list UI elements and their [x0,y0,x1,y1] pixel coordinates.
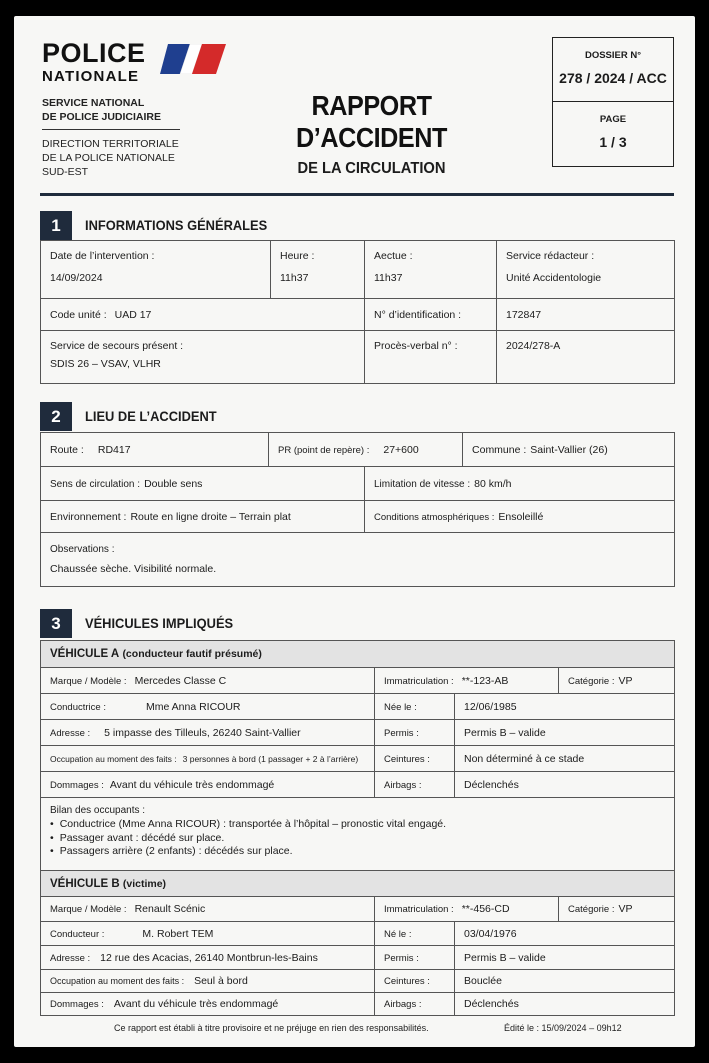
vehA-bilan-label: Bilan des occupants : [50,805,146,816]
pr-value: 27+600 [383,443,419,456]
vehA-ne-value-cell [455,694,675,720]
section3-number: 3 [40,609,72,638]
obs-label: Observations : [50,544,115,555]
vehB-dom-label: Dommages : [50,999,104,1010]
commune-cell [463,433,675,467]
vehB-airbag-label: Airbags : [384,999,422,1010]
org2-line3: SUD-EST [42,166,89,178]
vehicle-a-header [41,641,675,668]
dossier-cell [553,38,673,102]
vehA-immat-cell [375,668,559,694]
vehB-occ-label: Occupation au moment des faits : [50,976,185,986]
org1-line2: DE POLICE JUDICIAIRE [42,111,162,123]
vehA-cat-cell [559,668,675,694]
vehA-bilan-cell [41,798,675,871]
vehB-ceint-value-cell [455,970,675,993]
vitesse-value: 80 km/h [474,477,512,490]
vehB-airbag-cell [375,993,455,1016]
aectue-value: 11h37 [374,272,403,284]
vehA-permis-value-cell [455,720,675,746]
vehB-cat-value: VP [618,903,633,915]
vehB-marque-value: Renault Scénic [134,903,206,915]
observations-cell [41,533,675,587]
vehA-permis-value: Permis B – valide [464,726,546,739]
vehA-cond-label: Conductrice : [50,701,106,713]
cond-cell [365,501,675,533]
vehB-immat-label: Immatriculation : [384,904,454,915]
vehB-cond-cell [41,922,375,946]
vehB-adr-value: 12 rue des Acacias, 26140 Montbrun-les-Bains [100,951,318,964]
vehA-cond-value: Mme Anna RICOUR [145,700,241,713]
route-label: Route : [50,443,84,456]
code-value: UAD 17 [114,308,152,321]
section3-title: VÉHICULES IMPLIQUÉS [85,615,234,631]
sens-value: Double sens [144,477,203,490]
vehA-ne-value: 12/06/1985 [464,700,517,713]
vehB-cat-label: Catégorie : [568,904,615,915]
vehA-ne-label: Née le : [384,701,417,713]
vehA-dom-label: Dommages : [50,779,104,791]
dossier-box [552,37,674,167]
report-title [239,90,504,178]
vehB-ne-cell [375,922,455,946]
service-value: Unité Accidentologie [506,272,602,284]
section2-number: 2 [40,402,72,431]
vehB-adr-label: Adresse : [50,952,91,964]
vehB-dom-value: Avant du véhicule très endommagé [113,998,279,1010]
general-info-table [40,240,675,384]
vehicle-b-subtitle: (victime) [122,877,167,890]
vehA-ceint-cell [375,746,455,772]
bilan-item: • Conductrice (Mme Anna RICOUR) : transportée à l’hôpital – pronostic vital engagé. [50,818,665,832]
vehA-dom-value: Avant du véhicule très endommagé [109,778,275,791]
cond-value: Ensoleillé [498,510,544,523]
title-sub: DE LA CIRCULATION [297,160,446,177]
bilan-item: • Passager avant : décédé sur place. [50,832,665,846]
ident-value: 172847 [506,308,542,321]
vehicle-b-header [41,871,675,897]
tricolor-flag-icon [160,44,226,74]
vehA-marque-value: Mercedes Classe C [134,674,227,687]
env-cell [41,501,365,533]
date-value: 14/09/2024 [50,272,103,284]
code-label: Code unité : [50,308,107,321]
vehicle-a-subtitle: (conducteur fautif présumé) [122,648,262,660]
cond-label: Conditions atmosphériques : [374,511,495,523]
aectue-cell [365,241,497,299]
vehB-permis-cell [375,946,455,970]
vehA-occ-label: Occupation au moment des faits : [50,753,177,764]
vehA-occ-value: 3 personnes à bord (1 passager + 2 à l’arrière) [182,753,359,764]
vehA-ceint-value-cell [455,746,675,772]
vehA-permis-label: Permis : [384,727,419,739]
vitesse-cell [365,467,675,501]
service-label: Service rédacteur : [506,250,595,262]
section1-title: INFORMATIONS GÉNÉRALES [85,217,268,233]
org-direction [42,137,179,179]
vehB-occ-value: Seul à bord [194,975,248,987]
obs-value: Chaussée sèche. Visibilité normale. [50,563,217,575]
vehA-cond-cell [41,694,375,720]
vehicle-a-title: VÉHICULE A [50,648,120,660]
vehB-permis-value-cell [455,946,675,970]
pv-value: 2024/278-A [506,340,561,352]
vehB-ceint-value: Bouclée [464,975,502,987]
dossier-label: DOSSIER N° [584,50,642,61]
sens-label: Sens de circulation : [50,478,141,490]
section2-title: LIEU DE L’ACCIDENT [85,408,217,424]
pv-label-cell [365,331,497,384]
vehA-cat-value: VP [618,674,633,687]
vehA-permis-cell [375,720,455,746]
vehB-cond-label: Conducteur : [50,928,105,940]
vehA-airbag-label: Airbags : [384,779,422,791]
vehA-adr-cell [41,720,375,746]
vehA-dom-cell [41,772,375,798]
vehB-dom-cell [41,993,375,1016]
bilan-item: • Passagers arrière (2 enfants) : décédés sur place. [50,845,665,859]
vehA-cat-label: Catégorie : [568,675,615,687]
report-page [14,16,695,1047]
logo-line2: NATIONALE [42,68,140,85]
header-divider [40,193,674,196]
title-main: RAPPORT D’ACCIDENT [296,90,447,153]
vehA-ceint-label: Ceintures : [384,753,430,765]
secours-value: SDIS 26 – VSAV, VLHR [50,358,161,370]
vehA-airbag-cell [375,772,455,798]
org2-line2: DE LA POLICE NATIONALE [42,152,175,164]
secours-cell [41,331,365,384]
pv-value-cell [497,331,675,384]
vehB-permis-value: Permis B – valide [464,951,546,964]
vehB-ne-value: 03/04/1976 [464,927,517,940]
page-cell [553,102,673,166]
vehB-marque-label: Marque / Modèle : [50,904,127,915]
vehA-marque-label: Marque / Modèle : [50,675,127,687]
vehicles-table [40,640,675,1016]
logo-line1: POLICE [42,38,146,68]
vehicle-b-title: VÉHICULE B [50,877,120,890]
code-cell [41,299,365,331]
pv-label: Procès-verbal n° : [374,340,458,352]
heure-cell [271,241,365,299]
secours-label: Service de secours présent : [50,340,184,352]
heure-value: 11h37 [280,272,309,284]
vehB-ceint-cell [375,970,455,993]
vehA-airbag-value-cell [455,772,675,798]
dossier-number: 278 / 2024 / ACC [559,70,667,86]
vehB-adr-cell [41,946,375,970]
route-cell [41,433,269,467]
ident-label-cell [365,299,497,331]
vehB-marque-cell [41,897,375,922]
heure-label: Heure : [280,250,315,262]
date-label: Date de l’intervention : [50,250,155,262]
vehA-marque-cell [41,668,375,694]
police-logo [42,40,146,84]
vehB-ceint-label: Ceintures : [384,976,430,987]
vehB-airbag-value-cell [455,993,675,1016]
vehB-permis-label: Permis : [384,952,419,964]
vehB-ne-label: Né le : [384,928,412,940]
env-value: Route en ligne droite – Terrain plat [130,510,291,523]
vehA-immat-label: Immatriculation : [384,675,454,687]
vehA-ne-cell [375,694,455,720]
commune-value: Saint-Vallier (26) [530,443,608,456]
page-number: 1 / 3 [599,134,627,150]
pr-cell [269,433,463,467]
ident-label: N° d’identification : [374,308,462,321]
vehA-bilan-list [50,818,665,859]
env-label: Environnement : [50,510,127,523]
vehA-adr-value: 5 impasse des Tilleuls, 26240 Saint-Vallier [104,726,301,739]
vehA-adr-label: Adresse : [50,727,91,739]
vehB-immat-value: **-456-CD [461,903,510,915]
vehB-occ-cell [41,970,375,993]
vehB-airbag-value: Déclenchés [464,998,519,1010]
commune-label: Commune : [472,443,527,456]
date-cell [41,241,271,299]
vehA-airbag-value: Déclenchés [464,778,519,791]
sens-cell [41,467,365,501]
org-service-pj [42,96,180,130]
route-value: RD417 [97,443,131,456]
vehB-cat-cell [559,897,675,922]
vehB-immat-cell [375,897,559,922]
vehB-cond-value: M. Robert TEM [142,927,214,940]
service-cell [497,241,675,299]
footer-disclaimer: Ce rapport est établi à titre provisoire et ne préjuge en rien des responsabilités. [114,1023,429,1033]
pr-label: PR (point de repère) : [278,444,370,456]
vehA-immat-value: **-123-AB [461,674,509,687]
vehA-ceint-value: Non déterminé à ce stade [464,752,585,765]
vitesse-label: Limitation de vitesse : [374,478,471,490]
section1-number: 1 [40,211,72,240]
vehB-ne-value-cell [455,922,675,946]
location-table [40,432,675,587]
vehA-occ-cell [41,746,375,772]
page-label: PAGE [599,114,627,125]
aectue-label: Aectue : [374,250,413,262]
org1-line1: SERVICE NATIONAL [42,97,145,109]
ident-value-cell [497,299,675,331]
org2-line1: DIRECTION TERRITORIALE [42,138,179,150]
footer-edited: Édité le : 15/09/2024 – 09h12 [504,1023,622,1033]
